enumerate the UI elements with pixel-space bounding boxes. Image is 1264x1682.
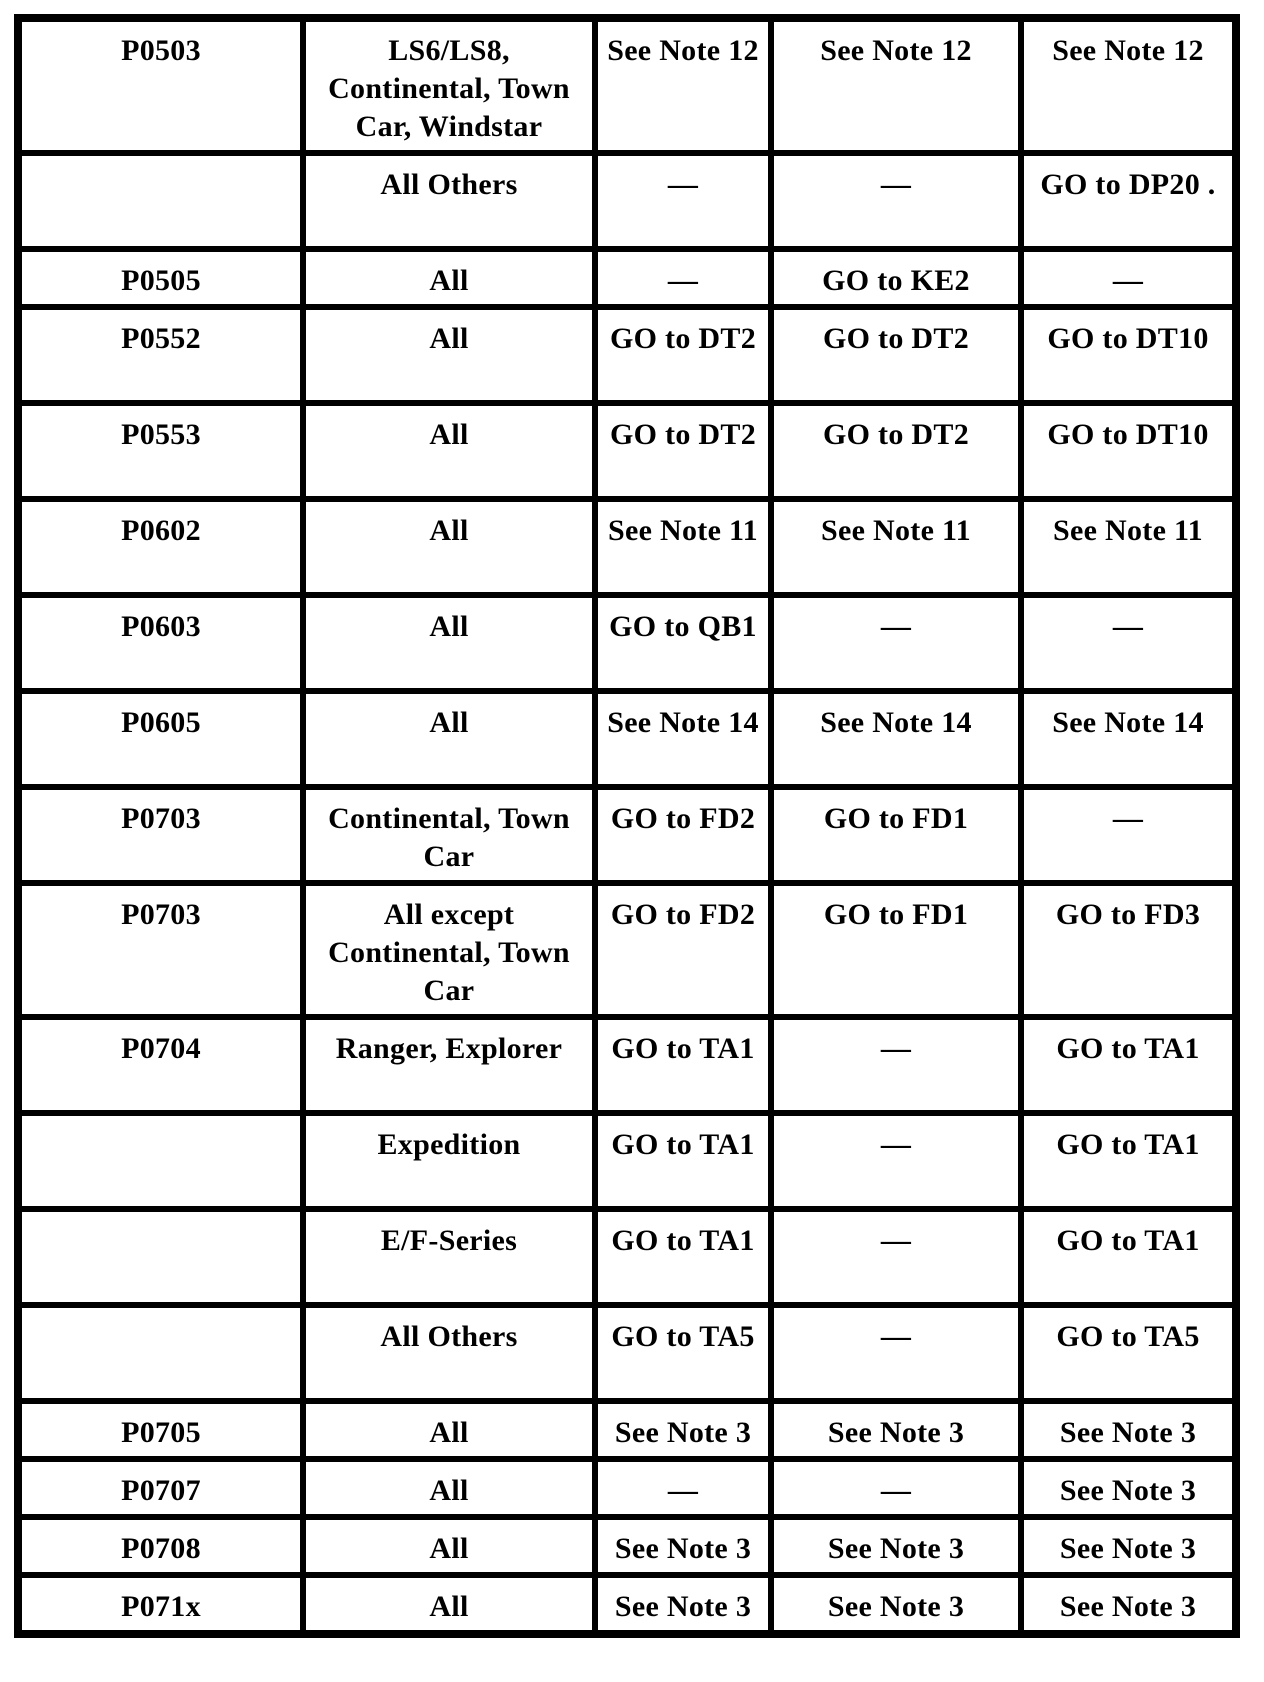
table-row	[19, 1209, 1235, 1305]
vehicle-model-cell: All	[303, 1401, 595, 1459]
action-cell: —	[1021, 249, 1235, 307]
action-cell: See Note 3	[771, 1575, 1021, 1633]
table-row	[19, 883, 1235, 1017]
action-cell: —	[771, 1305, 1021, 1401]
dtc-code-cell: P0552	[19, 307, 303, 403]
action-cell: See Note 3	[1021, 1401, 1235, 1459]
action-cell: —	[771, 595, 1021, 691]
dtc-code-cell	[19, 1305, 303, 1401]
dtc-code-cell: P0707	[19, 1459, 303, 1517]
action-cell: GO to TA1	[595, 1209, 771, 1305]
action-cell: GO to TA5	[595, 1305, 771, 1401]
vehicle-model-cell: Ranger, Explorer	[303, 1017, 595, 1113]
action-cell: GO to DP20 .	[1021, 153, 1235, 249]
table-row	[19, 595, 1235, 691]
dtc-code-cell: P0505	[19, 249, 303, 307]
dtc-code-cell	[19, 1209, 303, 1305]
table-row	[19, 403, 1235, 499]
vehicle-model-cell: E/F-Series	[303, 1209, 595, 1305]
vehicle-model-cell: All	[303, 1575, 595, 1633]
dtc-code-cell	[19, 153, 303, 249]
action-cell: GO to FD2	[595, 787, 771, 883]
action-cell: —	[771, 1209, 1021, 1305]
vehicle-model-cell: All	[303, 403, 595, 499]
dtc-code-cell: P0605	[19, 691, 303, 787]
action-cell: —	[771, 1017, 1021, 1113]
vehicle-model-cell: Continental, Town Car	[303, 787, 595, 883]
table-row	[19, 691, 1235, 787]
action-cell: —	[771, 153, 1021, 249]
action-cell: GO to DT10	[1021, 307, 1235, 403]
action-cell: GO to TA1	[1021, 1209, 1235, 1305]
table-row	[19, 1575, 1235, 1633]
action-cell: See Note 3	[595, 1401, 771, 1459]
vehicle-model-cell: All	[303, 1517, 595, 1575]
vehicle-model-cell: All	[303, 307, 595, 403]
action-cell: —	[595, 153, 771, 249]
vehicle-model-cell: All Others	[303, 153, 595, 249]
action-cell: See Note 3	[595, 1575, 771, 1633]
dtc-code-cell: P0553	[19, 403, 303, 499]
table-row	[19, 1459, 1235, 1517]
vehicle-model-cell: All	[303, 249, 595, 307]
action-cell: See Note 12	[771, 19, 1021, 153]
table-row	[19, 499, 1235, 595]
action-cell: See Note 12	[595, 19, 771, 153]
action-cell: See Note 11	[771, 499, 1021, 595]
action-cell: GO to FD1	[771, 883, 1021, 1017]
action-cell: —	[595, 1459, 771, 1517]
action-cell: —	[1021, 787, 1235, 883]
action-cell: See Note 3	[1021, 1575, 1235, 1633]
table-row	[19, 787, 1235, 883]
table-row	[19, 307, 1235, 403]
table-row	[19, 1113, 1235, 1209]
action-cell: See Note 11	[595, 499, 771, 595]
action-cell: GO to TA1	[1021, 1113, 1235, 1209]
table-row	[19, 19, 1235, 153]
vehicle-model-cell: All Others	[303, 1305, 595, 1401]
action-cell: GO to DT2	[771, 307, 1021, 403]
action-cell: See Note 11	[1021, 499, 1235, 595]
table-row	[19, 1517, 1235, 1575]
dtc-code-cell: P0602	[19, 499, 303, 595]
action-cell: GO to TA1	[595, 1017, 771, 1113]
dtc-code-cell: P0603	[19, 595, 303, 691]
table-row	[19, 249, 1235, 307]
action-cell: See Note 12	[1021, 19, 1235, 153]
action-cell: GO to TA5	[1021, 1305, 1235, 1401]
action-cell: GO to FD3	[1021, 883, 1235, 1017]
action-cell: See Note 3	[1021, 1459, 1235, 1517]
dtc-code-cell: P0704	[19, 1017, 303, 1113]
action-cell: GO to FD1	[771, 787, 1021, 883]
vehicle-model-cell: Expedition	[303, 1113, 595, 1209]
action-cell: GO to DT2	[595, 307, 771, 403]
vehicle-model-cell: All	[303, 691, 595, 787]
table-row	[19, 1401, 1235, 1459]
action-cell: See Note 14	[771, 691, 1021, 787]
dtc-code-cell: P0503	[19, 19, 303, 153]
action-cell: See Note 3	[771, 1401, 1021, 1459]
table-row	[19, 153, 1235, 249]
dtc-code-cell: P0708	[19, 1517, 303, 1575]
dtc-code-cell: P0703	[19, 787, 303, 883]
table-row	[19, 1017, 1235, 1113]
dtc-code-cell: P0703	[19, 883, 303, 1017]
vehicle-model-cell: LS6/LS8, Continental, Town Car, Windstar	[303, 19, 595, 153]
dtc-table	[14, 14, 1240, 1638]
action-cell: GO to DT2	[595, 403, 771, 499]
action-cell: GO to DT10	[1021, 403, 1235, 499]
dtc-code-cell: P071x	[19, 1575, 303, 1633]
action-cell: GO to DT2	[771, 403, 1021, 499]
action-cell: See Note 3	[1021, 1517, 1235, 1575]
action-cell: GO to FD2	[595, 883, 771, 1017]
vehicle-model-cell: All except Continental, Town Car	[303, 883, 595, 1017]
table-row	[19, 1305, 1235, 1401]
action-cell: See Note 14	[595, 691, 771, 787]
action-cell: GO to KE2	[771, 249, 1021, 307]
action-cell: See Note 3	[595, 1517, 771, 1575]
vehicle-model-cell: All	[303, 1459, 595, 1517]
action-cell: GO to TA1	[1021, 1017, 1235, 1113]
dtc-code-cell	[19, 1113, 303, 1209]
action-cell: See Note 14	[1021, 691, 1235, 787]
action-cell: —	[771, 1113, 1021, 1209]
action-cell: —	[595, 249, 771, 307]
action-cell: See Note 3	[771, 1517, 1021, 1575]
vehicle-model-cell: All	[303, 499, 595, 595]
action-cell: GO to TA1	[595, 1113, 771, 1209]
action-cell: —	[771, 1459, 1021, 1517]
action-cell: —	[1021, 595, 1235, 691]
action-cell: GO to QB1	[595, 595, 771, 691]
dtc-code-cell: P0705	[19, 1401, 303, 1459]
vehicle-model-cell: All	[303, 595, 595, 691]
